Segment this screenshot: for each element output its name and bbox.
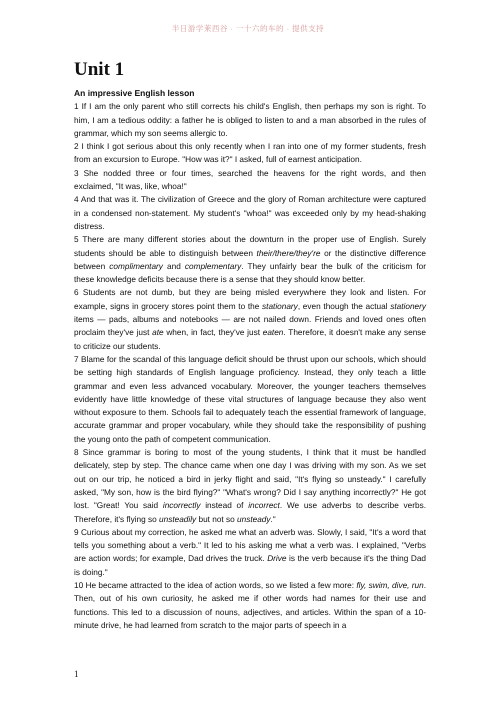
paragraph: [74, 526, 426, 579]
italic-text: unsteadily: [159, 514, 197, 524]
paragraph: [74, 579, 426, 632]
paragraph: [74, 167, 426, 194]
paragraph-text: 5 There are many different stories about the downturn in the proper use of English. Surely students should be able to distinguish between: [74, 235, 426, 258]
header-watermark: 半日游学莱西谷 · 一十六的车的 · 提供支持: [171, 24, 325, 33]
paragraph-text: 10 He became attracted to the idea of action words, so we listed a few more:: [74, 580, 357, 590]
paragraph-text: 3 She nodded three or four times, searched the heavens for the right words, and then exclaimed, "It was, like, whoa!": [74, 168, 426, 192]
paragraph-text: . They unfairly bear the bulk of the criticism for these knowledge deficits because there is a sense that they should know better.: [74, 261, 426, 285]
lesson-subtitle: An impressive English lesson: [74, 88, 195, 98]
paragraph-text: . We use adverbs to describe verbs. Therefore, it's flying so: [74, 501, 426, 524]
italic-text: complimentary: [109, 261, 163, 271]
italic-text: incorrectly: [162, 501, 201, 511]
paragraph-text: items — pads, albums and notebooks — are not nailed down. Friends and loved ones often proclaim they've just: [74, 315, 426, 338]
paragraph: [74, 233, 426, 286]
paragraph: [74, 286, 426, 352]
paragraph-text: 8 Since grammar is boring to most of the young students, I think that it must be handled delicately, step by step. The chance came when one day I was driving with my son. As we set out on our trip, he noticed a bird in jerky flight and said, "It's flying so unsteady." I carefully asked, "My son, how is the bird flying?" "What's wrong? Did I say anything incorrectly?" He got lost. "Great! You said: [74, 448, 426, 511]
paragraph-text: 1 If I am the only parent who still corrects his child's English, then perhaps my son is right. To him, I am a tedious oddity: a father he is obliged to listen to and a man absorbed in the rules of grammar, which my son seems allergic to.: [74, 102, 426, 138]
italic-text: Drive: [267, 554, 287, 564]
paragraph-text: 4 And that was it. The civilization of Greece and the glory of Roman architecture were captured in a condensed non-statement. My student's "whoa!" was exceeded only by my head-shaking distress.: [74, 195, 426, 231]
paragraph-text: but not so: [196, 514, 238, 524]
paragraph: [74, 446, 426, 526]
document-body: [74, 87, 426, 632]
page-number: 1: [74, 669, 79, 679]
paragraph: [74, 193, 426, 233]
italic-text: complementary: [184, 261, 242, 271]
paragraph: [74, 353, 426, 446]
paragraph-text: 7 Blame for the scandal of this language deficit should be thrust upon our schools, which should be setting high standards of English language proficiency. Instead, they only teach a little grammar and even less advanced vocabulary. Moreover, the younger teachers themselves evidently have little knowledge of these vital structures of language because they also went without exposure to them. Schools fail to adequately teach the essential framework of language, accurate grammar and proper vocabulary, while they should take the responsibility of pushing the young onto the path of competent communication.: [74, 354, 426, 444]
paragraph-text: is the verb because it's the thing Dad is doing.": [74, 554, 426, 577]
paragraph-text: 6 Students are not dumb, but they are being misled everywhere they look and listen. For example, signs in grocery stores point them to the: [74, 288, 426, 311]
italic-text: unsteady: [237, 514, 271, 524]
paragraph-text: , even though the actual: [297, 301, 391, 311]
italic-text: their/there/they're: [256, 248, 321, 258]
italic-text: fly, swim, dive, run: [356, 580, 424, 590]
paragraph-text: . Therefore, it doesn't make any sense to criticize our students.: [74, 328, 426, 351]
italic-text: stationary: [262, 301, 298, 311]
paragraph-text: .": [270, 514, 276, 524]
paragraph-text: instead of: [200, 501, 249, 511]
italic-text: eaten: [262, 328, 284, 338]
paragraph-text: and: [162, 261, 185, 271]
paragraph-text: . Then, out of his own curiosity, he asked me if other words had names for their use and functions. This led to a discussion of nouns, adjectives, and articles. Within the span of a 10-minute drive, he had learned from scratch to the major parts of speech in a: [74, 580, 426, 630]
paragraph-text: when, in fact, they've just: [163, 328, 263, 338]
paragraph-list: [74, 100, 426, 632]
italic-text: ate: [152, 328, 164, 338]
italic-text: incorrect: [248, 501, 280, 511]
paragraph: [74, 100, 426, 140]
paragraph-text: 2 I think I got serious about this only recently when I ran into one of my former students, fresh from an excursion to Europe. "How was it?" I asked, full of earnest anticipation.: [74, 142, 426, 165]
paragraph: [74, 140, 426, 167]
unit-title: Unit 1: [74, 59, 125, 80]
paragraph-text: or the distinctive difference between: [74, 248, 426, 271]
italic-text: stationery: [390, 301, 427, 311]
paragraph-text: 9 Curious about my correction, he asked me what an adverb was. Slowly, I said, "It's a word that tells you something about a verb." It led to his asking me what a verb was. I explained, "Verbs are action words; for example, Dad drives the truck.: [74, 527, 426, 564]
